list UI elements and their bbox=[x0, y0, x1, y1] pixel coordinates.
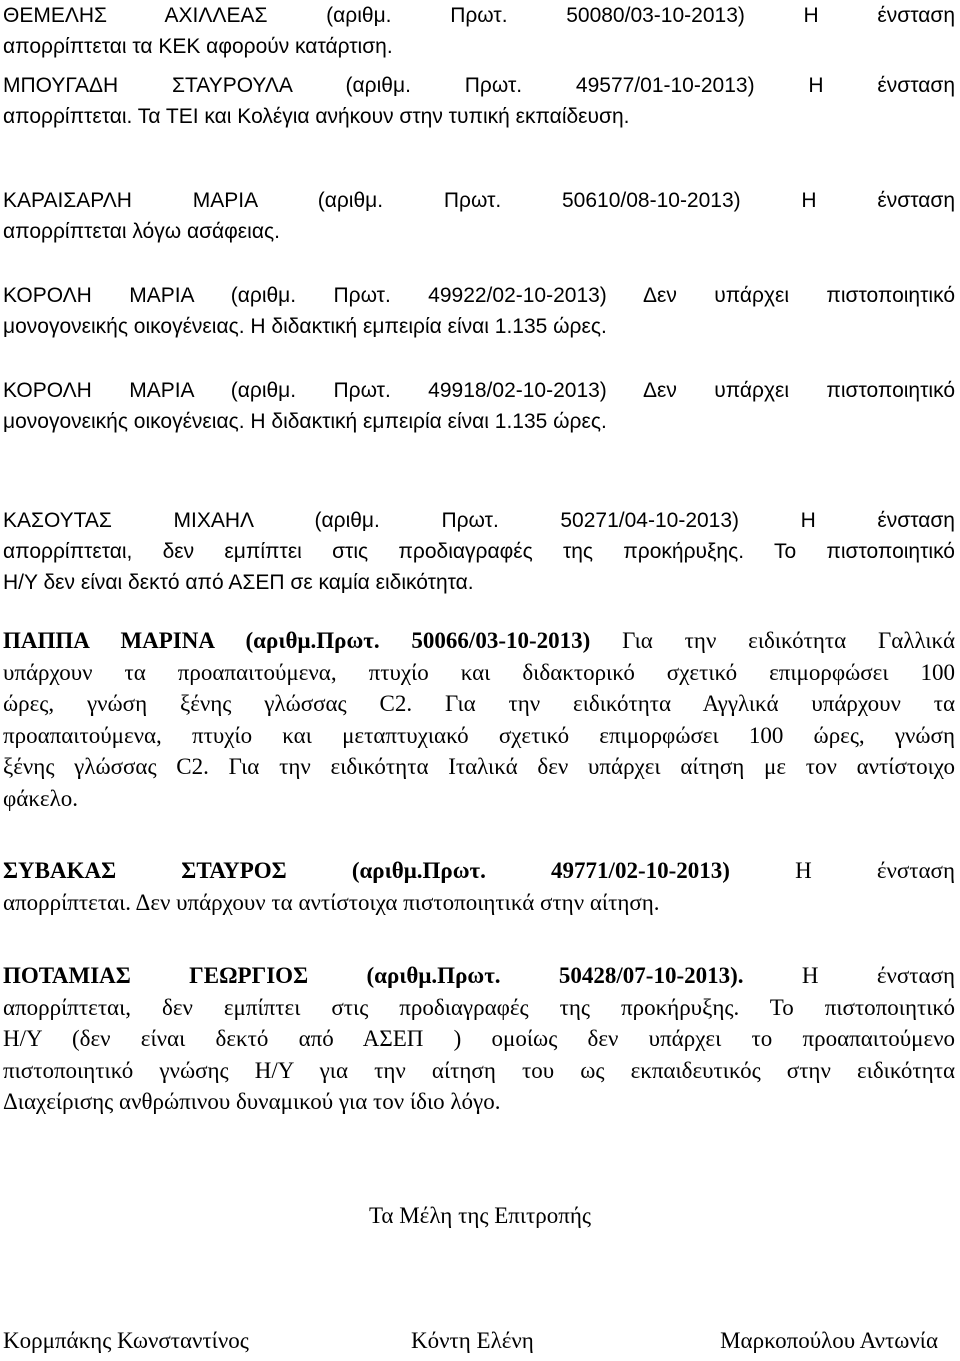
decision-text: (αριθμ. Πρωτ. 50080/03-10-2013) Η ένσταση bbox=[267, 4, 955, 27]
decision-text: απορρίπτεται τα ΚΕΚ αφορούν κατάρτιση. bbox=[3, 35, 393, 58]
decision-text: πιστοποιητικό γνώσης Η/Υ για την αίτηση του ως εκπαιδευτικός στην ειδικότητα bbox=[3, 1057, 955, 1083]
entry-text-line bbox=[3, 688, 955, 720]
decision-entry bbox=[3, 505, 955, 598]
entry-heading-line bbox=[3, 185, 955, 216]
entry-text-line bbox=[3, 657, 955, 689]
entry-heading-line bbox=[3, 505, 955, 536]
decision-text: υπάρχουν τα προαπαιτούμενα, πτυχίο και διδακτορικό σχετικό επιμορφώσει 100 bbox=[3, 659, 955, 685]
decision-text: Η ένσταση bbox=[743, 963, 955, 988]
entry-text-line bbox=[3, 567, 955, 598]
entry-heading-line bbox=[3, 625, 955, 657]
decision-text: απορρίπτεται, δεν εμπίπτει στις προδιαγραφές της προκήρυξης. Το πιστοποιητικό bbox=[3, 540, 955, 563]
decision-entry bbox=[3, 375, 955, 437]
applicant-name: ΚΑΡΑΙΣΑΡΛΗ ΜΑΡΙΑ bbox=[3, 189, 257, 212]
entry-text-line bbox=[3, 406, 955, 437]
entry-text-line bbox=[3, 887, 955, 919]
decision-text: απορρίπτεται. Δεν υπάρχουν τα αντίστοιχα πιστοποιητικά στην αίτηση. bbox=[3, 889, 660, 915]
entry-text-line bbox=[3, 31, 955, 62]
entry-text-line bbox=[3, 751, 955, 783]
decision-text: (αριθμ. Πρωτ. 49577/01-10-2013) Η ένσταση bbox=[291, 74, 955, 97]
decision-text: (αριθμ. Πρωτ. 49918/02-10-2013) Δεν υπάρχει πιστοποιητικό bbox=[193, 379, 955, 402]
applicant-name: ΣΥΒΑΚΑΣ ΣΤΑΥΡΟΣ (αριθμ.Πρωτ. 49771/02-10-2013) bbox=[3, 858, 730, 883]
applicant-name: ΠΟΤΑΜΙΑΣ ΓΕΩΡΓΙΟΣ (αριθμ.Πρωτ. 50428/07-10-2013). bbox=[3, 963, 744, 988]
decision-text: Διαχείρισης ανθρώπινου δυναμικού για τον ίδιο λόγο. bbox=[3, 1089, 501, 1114]
entry-heading-line bbox=[3, 375, 955, 406]
decision-text: Η ένσταση bbox=[729, 858, 955, 883]
entry-text-line bbox=[3, 992, 955, 1024]
decision-text: μονογονεικής οικογένειας. Η διδακτική εμπειρία είναι 1.135 ώρες. bbox=[3, 315, 607, 338]
entry-text-line bbox=[3, 1023, 955, 1055]
entry-text-line bbox=[3, 783, 955, 815]
entry-heading-line bbox=[3, 70, 955, 101]
applicant-name: ΚΟΡΟΛΗ ΜΑΡΙΑ bbox=[3, 284, 194, 307]
decision-text: Για την ειδικότητα Γαλλικά bbox=[590, 628, 955, 653]
entry-text-line bbox=[3, 720, 955, 752]
applicant-name: ΚΟΡΟΛΗ ΜΑΡΙΑ bbox=[3, 379, 194, 402]
entry-text-line bbox=[3, 1055, 955, 1087]
decision-text: (αριθμ. Πρωτ. 50271/04-10-2013) Η ένσταση bbox=[252, 509, 955, 532]
applicant-name: ΚΑΣΟΥΤΑΣ ΜΙΧΑΗΛ bbox=[3, 509, 253, 532]
entry-heading-line bbox=[3, 280, 955, 311]
entry-heading-line bbox=[3, 960, 955, 992]
decision-entry bbox=[3, 280, 955, 342]
decision-text: προαπαιτούμενα, πτυχίο και μεταπτυχιακό σχετικό επιμορφώσει 100 ώρες, γνώση bbox=[3, 722, 955, 748]
decision-text: Η/Υ (δεν είναι δεκτό από ΑΣΕΠ ) ομοίως δεν υπάρχει το προαπαιτούμενο bbox=[3, 1026, 955, 1051]
decision-entry bbox=[3, 960, 955, 1118]
decision-entry bbox=[3, 185, 955, 247]
decision-text: (αριθμ. Πρωτ. 50610/08-10-2013) Η ένσταση bbox=[256, 189, 955, 212]
decision-text: απορρίπτεται, δεν εμπίπτει στις προδιαγραφές της προκήρυξης. Το πιστοποιητικό bbox=[3, 994, 955, 1020]
decision-text: μονογονεικής οικογένειας. Η διδακτική εμπειρία είναι 1.135 ώρες. bbox=[3, 410, 607, 433]
decision-entry bbox=[3, 70, 955, 132]
signatory-2: Κόντη Ελένη bbox=[411, 1328, 534, 1353]
committee-title: Τα Μέλη της Επιτροπής bbox=[368, 1203, 592, 1228]
entry-text-line bbox=[3, 536, 955, 567]
decision-text: απορρίπτεται λόγω ασάφειας. bbox=[3, 220, 280, 243]
entry-text-line bbox=[3, 101, 955, 132]
entry-heading-line bbox=[3, 0, 955, 31]
decision-text: ξένης γλώσσας C2. Για την ειδικότητα Ιταλικά δεν υπάρχει αίτηση με τον αντίστοιχο bbox=[3, 754, 955, 779]
applicant-name: ΜΠΟΥΓΑΔΗ ΣΤΑΥΡΟΥΛΑ bbox=[3, 74, 292, 97]
applicant-name: ΠΑΠΠΑ ΜΑΡΙΝΑ (αριθμ.Πρωτ. 50066/03-10-2013) bbox=[3, 628, 591, 653]
entry-text-line bbox=[3, 311, 955, 342]
decision-entry bbox=[3, 855, 955, 918]
applicant-name: ΘΕΜΕΛΗΣ ΑΧΙΛΛΕΑΣ bbox=[3, 4, 268, 27]
decision-entry bbox=[3, 0, 955, 62]
signatory-1: Κορμπάκης Κωνσταντίνος bbox=[3, 1328, 249, 1353]
decision-text: φάκελο. bbox=[3, 785, 78, 811]
decision-text: Η/Υ δεν είναι δεκτό από ΑΣΕΠ σε καμία ειδικότητα. bbox=[3, 571, 474, 594]
decision-text: ώρες, γνώση ξένης γλώσσας C2. Για την ειδικότητα Αγγλικά υπάρχουν τα bbox=[3, 691, 955, 716]
entry-text-line bbox=[3, 1086, 955, 1118]
decision-text: (αριθμ. Πρωτ. 49922/02-10-2013) Δεν υπάρχει πιστοποιητικό bbox=[193, 284, 955, 307]
signature-row bbox=[3, 1328, 938, 1358]
decision-entry bbox=[3, 625, 955, 814]
entry-text-line bbox=[3, 216, 955, 247]
signatory-3: Μαρκοπούλου Αντωνία bbox=[720, 1328, 938, 1353]
entry-heading-line bbox=[3, 855, 955, 887]
decision-text: απορρίπτεται. Τα ΤΕΙ και Κολέγια ανήκουν στην τυπική εκπαίδευση. bbox=[3, 105, 630, 128]
